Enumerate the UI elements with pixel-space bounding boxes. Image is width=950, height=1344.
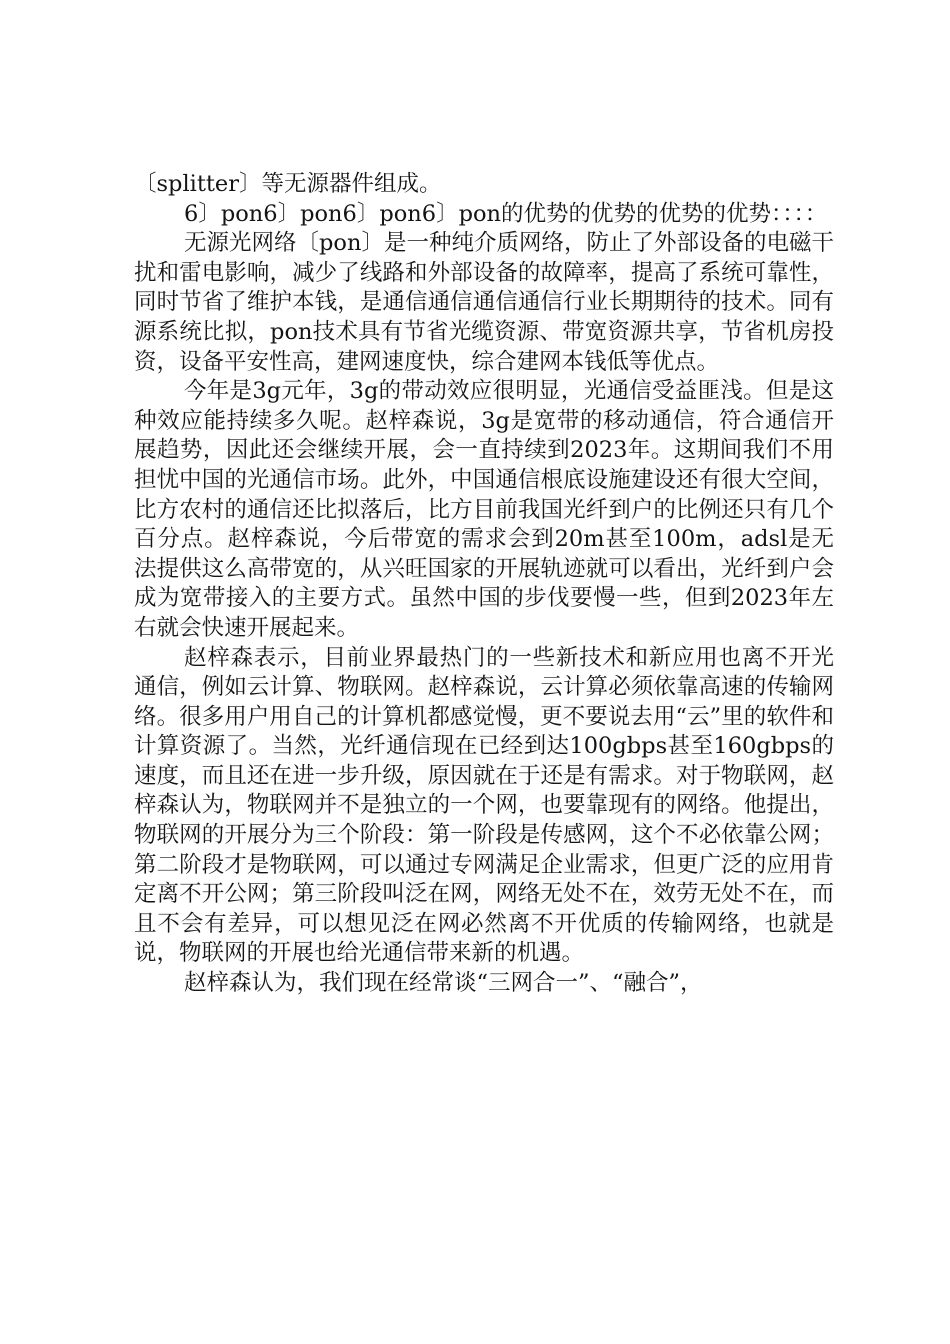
paragraph-passive-optical-network: 无源光网络〔pon〕是一种纯介质网络，防止了外部设备的电磁干扰和雷电影响，减少了线路和外部设备的故障率，提高了系统可靠性，同时节省了维护本钱，是通信通信通信通信行业长期期待的技术。同有源系统比拟，pon技术具有节省光缆资源、带宽资源共享，节省机房投资，设备平安性高，建网速度快，综合建网本钱低等优点。 <box>134 230 834 375</box>
paragraph-pon-advantage-heading: 6〕pon6〕pon6〕pon6〕pon的优势的优势的优势的优势：：：： <box>184 200 828 227</box>
document-body <box>134 170 834 999</box>
paragraph-cloud-iot: 赵梓森表示，目前业界最热门的一些新技术和新应用也离不开光通信，例如云计算、物联网。赵梓森说，云计算必须依靠高速的传输网络。很多用户用自己的计算机都感觉慢，更不要说去用“云”里的软件和计算资源了。当然，光纤通信现在已经到达100gbps甚至160gbps的速度，而且还在进一步升级，原因就在于还是有需求。对于物联网，赵梓森认为，物联网并不是独立的一个网，也要靠现有的网络。他提出，物联网的开展分为三个阶段：第一阶段是传感网，这个不必依靠公网；第二阶段才是物联网，可以通过专网满足企业需求，但更广泛的应用肯定离不开公网；第三阶段叫泛在网，网络无处不在，效劳无处不在，而且不会有差异，可以想见泛在网必然离不开优质的传输网络，也就是说，物联网的开展也给光通信带来新的机遇。 <box>134 644 834 967</box>
paragraph-splitter-line: 〔splitter〕等无源器件组成。 <box>134 171 442 197</box>
paragraph-three-network-convergence: 赵梓森认为，我们现在经常谈“三网合一”、“融合”， <box>184 970 703 997</box>
paragraph-3g-year: 今年是3g元年，3g的带动效应很明显，光通信受益匪浅。但是这种效应能持续多久呢。赵梓森说，3g是宽带的移动通信，符合通信开展趋势，因此还会继续开展，会一直持续到2023年。这期间我们不用担忧中国的光通信市场。此外，中国通信根底设施建设还有很大空间，比方农村的通信还比拟落后，比方目前我国光纤到户的比例还只有几个百分点。赵梓森说，今后带宽的需求会到20m甚至100m，adsl是无法提供这么高带宽的，从兴旺国家的开展轨迹就可以看出，光纤到户会成为宽带接入的主要方式。虽然中国的步伐要慢一些，但到2023年左右就会快速开展起来。 <box>134 378 834 641</box>
